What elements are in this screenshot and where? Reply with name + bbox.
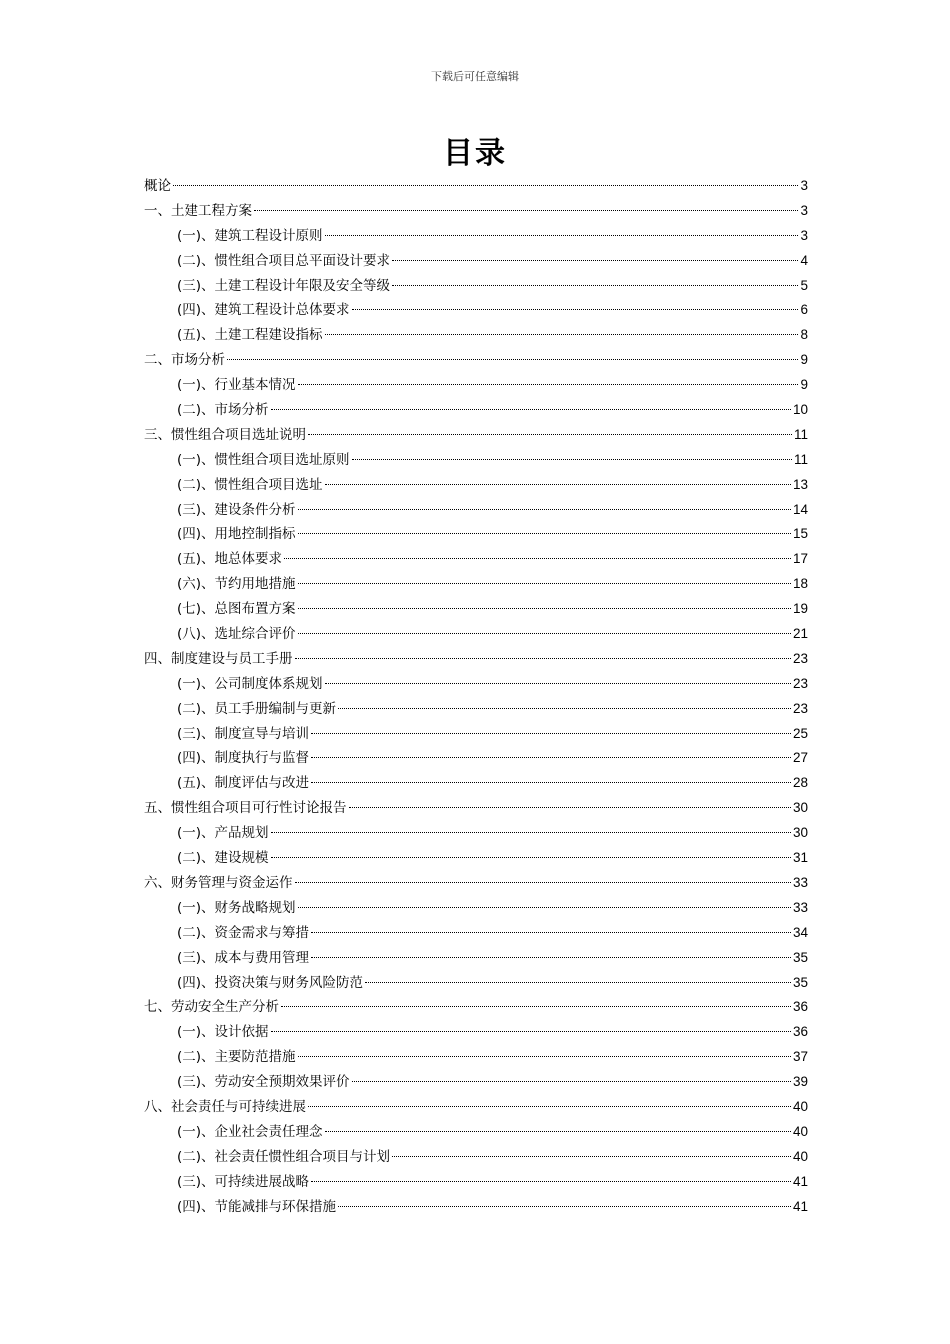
- toc-dot-leader: [325, 235, 799, 236]
- toc-entry-text: (三)、成本与费用管理: [177, 949, 310, 966]
- toc-entry-page-number: 21: [792, 626, 808, 642]
- toc-entry[interactable]: [144, 821, 808, 846]
- toc-entry-page-number: 19: [792, 601, 808, 617]
- toc-entry-text: (三)、建设条件分析: [177, 501, 296, 518]
- toc-entry-page-number: 39: [792, 1074, 808, 1090]
- toc-dot-leader: [311, 782, 791, 783]
- toc-entry-text: (三)、劳动安全预期效果评价: [177, 1074, 350, 1091]
- toc-entry-text: (八)、选址综合评价: [177, 626, 296, 643]
- toc-entry-page-number: 6: [800, 302, 808, 318]
- toc-entry[interactable]: [144, 846, 808, 871]
- toc-entry-page-number: 3: [800, 227, 808, 243]
- toc-entry-page-number: 3: [800, 178, 808, 193]
- toc-entry-page-number: 17: [792, 551, 808, 567]
- toc-entry-page-number: 30: [792, 825, 808, 841]
- toc-entry-page-number: 4: [800, 252, 808, 268]
- toc-entry[interactable]: [144, 672, 808, 697]
- toc-dot-leader: [392, 260, 798, 261]
- toc-entry-page-number: 9: [800, 377, 808, 393]
- toc-entry[interactable]: [144, 1070, 808, 1095]
- toc-entry-text: (二)、员工手册编制与更新: [177, 700, 337, 717]
- toc-entry-page-number: 31: [792, 850, 808, 866]
- toc-title: 目录: [443, 136, 507, 171]
- toc-dot-leader: [298, 907, 791, 908]
- toc-entry-page-number: 35: [792, 974, 808, 990]
- table-of-contents: [144, 174, 808, 1219]
- toc-entry-page-number: 36: [792, 999, 808, 1015]
- toc-entry-text: (五)、地总体要求: [177, 551, 283, 568]
- toc-entry-text: 二、市场分析: [144, 352, 225, 369]
- toc-dot-leader: [271, 409, 791, 410]
- toc-entry-text: 七、劳动安全生产分析: [144, 999, 279, 1016]
- toc-entry[interactable]: [144, 224, 808, 249]
- toc-entry-text: (一)、产品规划: [177, 825, 269, 842]
- toc-entry-page-number: 9: [800, 352, 808, 368]
- toc-dot-leader: [338, 1206, 791, 1207]
- toc-entry-text: 六、财务管理与资金运作: [144, 874, 293, 891]
- toc-entry[interactable]: [144, 946, 808, 971]
- toc-entry[interactable]: [144, 572, 808, 597]
- toc-dot-leader: [352, 459, 792, 460]
- toc-entry-page-number: 23: [792, 700, 808, 716]
- toc-dot-leader: [271, 857, 791, 858]
- toc-entry-page-number: 33: [792, 874, 808, 890]
- toc-entry-text: 三、惯性组合项目选址说明: [144, 426, 306, 443]
- toc-entry[interactable]: [144, 249, 808, 274]
- toc-dot-leader: [298, 633, 791, 634]
- toc-entry-page-number: 36: [792, 1024, 808, 1040]
- toc-entry[interactable]: [144, 498, 808, 523]
- toc-entry-page-number: 13: [792, 476, 808, 492]
- toc-entry-text: (四)、投资决策与财务风险防范: [177, 974, 364, 991]
- toc-entry-text: (一)、建筑工程设计原则: [177, 227, 323, 244]
- toc-dot-leader: [352, 309, 799, 310]
- toc-dot-leader: [298, 509, 791, 510]
- toc-entry[interactable]: [144, 722, 808, 747]
- toc-dot-leader: [173, 185, 798, 186]
- toc-entry-text: 一、土建工程方案: [144, 202, 252, 219]
- toc-entry[interactable]: [144, 697, 808, 722]
- toc-entry-page-number: 15: [792, 526, 808, 542]
- toc-entry[interactable]: [144, 522, 808, 547]
- toc-entry-text: (三)、土建工程设计年限及安全等级: [177, 277, 391, 294]
- toc-dot-leader: [281, 1006, 791, 1007]
- toc-entry[interactable]: [144, 1145, 808, 1170]
- toc-entry[interactable]: [144, 971, 808, 996]
- toc-dot-leader: [365, 982, 791, 983]
- toc-entry[interactable]: [144, 597, 808, 622]
- toc-entry-text: (五)、土建工程建设指标: [177, 327, 323, 344]
- toc-entry-text: 概论: [144, 178, 171, 194]
- toc-dot-leader: [311, 932, 791, 933]
- toc-entry-page-number: 27: [792, 750, 808, 766]
- toc-entry-page-number: 18: [792, 576, 808, 592]
- toc-entry[interactable]: [144, 199, 808, 224]
- toc-entry[interactable]: [144, 1170, 808, 1195]
- toc-dot-leader: [271, 832, 791, 833]
- toc-entry-page-number: 5: [800, 277, 808, 293]
- toc-entry-page-number: 37: [792, 1049, 808, 1065]
- toc-entry-page-number: 28: [792, 775, 808, 791]
- toc-entry[interactable]: [144, 398, 808, 423]
- toc-entry-text: 八、社会责任与可持续进展: [144, 1098, 306, 1115]
- toc-entry[interactable]: [144, 896, 808, 921]
- toc-dot-leader: [308, 1106, 791, 1107]
- toc-dot-leader: [352, 1081, 791, 1082]
- toc-entry-page-number: 35: [792, 949, 808, 965]
- toc-dot-leader: [298, 533, 791, 534]
- toc-entry-text: (二)、社会责任惯性组合项目与计划: [177, 1148, 391, 1165]
- toc-dot-leader: [338, 708, 791, 709]
- toc-entry[interactable]: [144, 647, 808, 672]
- toc-dot-leader: [325, 683, 791, 684]
- toc-entry-page-number: 8: [800, 327, 808, 343]
- toc-entry[interactable]: [144, 348, 808, 373]
- toc-entry[interactable]: [144, 921, 808, 946]
- toc-entry-text: 五、惯性组合项目可行性讨论报告: [144, 800, 347, 817]
- toc-dot-leader: [284, 558, 791, 559]
- toc-dot-leader: [298, 583, 791, 584]
- toc-dot-leader: [325, 1131, 791, 1132]
- toc-entry-text: (二)、资金需求与筹措: [177, 924, 310, 941]
- toc-entry-page-number: 25: [792, 725, 808, 741]
- toc-entry-text: (五)、制度评估与改进: [177, 775, 310, 792]
- toc-dot-leader: [311, 1181, 791, 1182]
- toc-entry[interactable]: [144, 448, 808, 473]
- toc-entry[interactable]: [144, 274, 808, 299]
- toc-dot-leader: [298, 384, 799, 385]
- toc-entry[interactable]: [144, 796, 808, 821]
- toc-entry[interactable]: [144, 871, 808, 896]
- toc-entry[interactable]: [144, 547, 808, 572]
- toc-entry-text: (一)、行业基本情况: [177, 377, 296, 394]
- toc-entry[interactable]: [144, 473, 808, 498]
- toc-entry-text: (二)、惯性组合项目总平面设计要求: [177, 252, 391, 269]
- toc-dot-leader: [392, 1156, 791, 1157]
- toc-entry-text: (二)、市场分析: [177, 402, 269, 419]
- toc-entry[interactable]: [144, 174, 808, 199]
- toc-dot-leader: [295, 658, 791, 659]
- toc-entry[interactable]: [144, 746, 808, 771]
- toc-entry[interactable]: [144, 1095, 808, 1120]
- toc-entry-text: (一)、财务战略规划: [177, 899, 296, 916]
- toc-entry-text: (四)、节能减排与环保措施: [177, 1198, 337, 1215]
- toc-entry-page-number: 3: [800, 202, 808, 218]
- toc-dot-leader: [254, 210, 798, 211]
- toc-entry-text: (二)、惯性组合项目选址: [177, 476, 323, 493]
- toc-entry-text: (一)、设计依据: [177, 1024, 269, 1041]
- toc-entry[interactable]: [144, 1120, 808, 1145]
- toc-entry[interactable]: [144, 298, 808, 323]
- toc-entry-text: (六)、节约用地措施: [177, 576, 296, 593]
- toc-entry-text: (四)、建筑工程设计总体要求: [177, 302, 350, 319]
- toc-entry-page-number: 41: [792, 1198, 808, 1214]
- toc-entry-text: (二)、主要防范措施: [177, 1049, 296, 1066]
- toc-entry-page-number: 41: [792, 1173, 808, 1189]
- toc-entry-page-number: 14: [792, 501, 808, 517]
- toc-dot-leader: [325, 334, 799, 335]
- toc-entry-page-number: 30: [792, 800, 808, 816]
- toc-entry[interactable]: [144, 1195, 808, 1220]
- toc-dot-leader: [298, 1056, 791, 1057]
- toc-entry-page-number: 34: [792, 924, 808, 940]
- toc-entry-page-number: 40: [792, 1123, 808, 1139]
- toc-entry[interactable]: [144, 1020, 808, 1045]
- toc-entry-text: (一)、公司制度体系规划: [177, 675, 323, 692]
- toc-entry-text: 四、制度建设与员工手册: [144, 650, 293, 667]
- toc-entry-page-number: 40: [792, 1148, 808, 1164]
- toc-dot-leader: [349, 807, 791, 808]
- toc-dot-leader: [311, 957, 791, 958]
- toc-entry-text: (四)、制度执行与监督: [177, 750, 310, 767]
- toc-entry-text: (三)、制度宣导与培训: [177, 725, 310, 742]
- header-note: 下载后可任意编辑: [431, 70, 519, 83]
- toc-dot-leader: [298, 608, 791, 609]
- toc-entry[interactable]: [144, 1045, 808, 1070]
- toc-dot-leader: [325, 484, 791, 485]
- toc-entry-page-number: 10: [792, 402, 808, 418]
- toc-entry-page-number: 11: [793, 426, 808, 442]
- toc-entry[interactable]: [144, 622, 808, 647]
- toc-entry[interactable]: [144, 323, 808, 348]
- toc-entry-page-number: 11: [793, 451, 808, 467]
- toc-entry-page-number: 33: [792, 899, 808, 915]
- toc-entry-text: (一)、企业社会责任理念: [177, 1123, 323, 1140]
- toc-dot-leader: [308, 434, 792, 435]
- toc-entry-page-number: 23: [792, 675, 808, 691]
- toc-entry-page-number: 40: [792, 1098, 808, 1114]
- toc-entry-text: (四)、用地控制指标: [177, 526, 296, 543]
- toc-entry-text: (七)、总图布置方案: [177, 601, 296, 618]
- toc-entry[interactable]: [144, 423, 808, 448]
- toc-entry-text: (一)、惯性组合项目选址原则: [177, 451, 350, 468]
- toc-entry[interactable]: [144, 771, 808, 796]
- toc-entry-text: (三)、可持续进展战略: [177, 1173, 310, 1190]
- toc-dot-leader: [271, 1031, 791, 1032]
- toc-dot-leader: [311, 733, 791, 734]
- toc-dot-leader: [392, 285, 798, 286]
- toc-dot-leader: [295, 882, 791, 883]
- toc-entry-text: (二)、建设规模: [177, 850, 269, 867]
- toc-entry[interactable]: [144, 373, 808, 398]
- toc-dot-leader: [227, 359, 798, 360]
- toc-entry[interactable]: [144, 995, 808, 1020]
- toc-entry-page-number: 23: [792, 650, 808, 666]
- toc-dot-leader: [311, 757, 791, 758]
